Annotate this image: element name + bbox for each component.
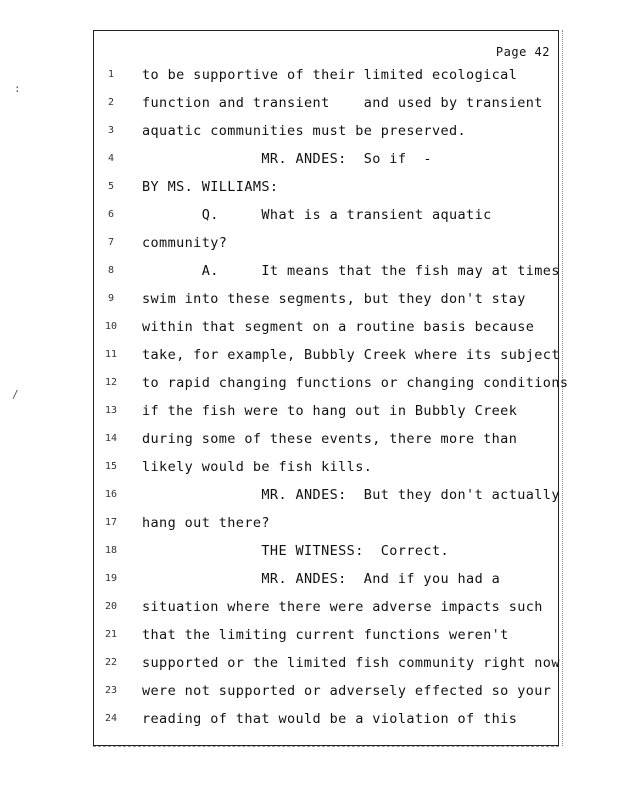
line-text: during some of these events, there more than [142, 431, 518, 447]
line-text: hang out there? [142, 515, 270, 531]
line-text: take, for example, Bubbly Creek where its subject [142, 347, 560, 363]
line-text: supported or the limited fish community right now [142, 655, 560, 671]
line-text: were not supported or adversely effected so your [142, 683, 552, 699]
line-number: 7 [107, 237, 115, 248]
transcript-line [94, 149, 560, 177]
line-number: 23 [104, 685, 118, 696]
transcript-line [94, 653, 560, 681]
line-number: 4 [107, 153, 115, 164]
line-number: 10 [104, 321, 118, 332]
scan-bottom-artifact [93, 746, 559, 750]
transcript-line [94, 93, 560, 121]
line-text: MR. ANDES: And if you had a [142, 571, 501, 587]
line-text: MR. ANDES: So if - [142, 151, 432, 167]
line-text: that the limiting current functions weren't [142, 627, 509, 643]
line-number: 9 [107, 293, 115, 304]
line-number: 12 [104, 377, 118, 388]
transcript-line [94, 65, 560, 93]
line-number: 5 [107, 181, 115, 192]
line-number: 15 [104, 461, 118, 472]
line-number: 8 [107, 265, 115, 276]
transcript-line [94, 597, 560, 625]
line-text: MR. ANDES: But they don't actually [142, 487, 560, 503]
transcript-line [94, 457, 560, 485]
transcript-line [94, 289, 560, 317]
transcript-line [94, 625, 560, 653]
line-number: 13 [104, 405, 118, 416]
line-number: 20 [104, 601, 118, 612]
line-text: likely would be fish kills. [142, 459, 373, 475]
transcript-line [94, 569, 560, 597]
transcript-line [94, 373, 569, 401]
scan-edge-artifact [558, 30, 563, 746]
line-text: within that segment on a routine basis because [142, 319, 535, 335]
line-text: situation where there were adverse impacts such [142, 599, 543, 615]
transcript-line [94, 261, 560, 289]
transcript-line [94, 345, 560, 373]
transcript-line [94, 513, 560, 541]
line-number: 21 [104, 629, 118, 640]
line-number: 16 [104, 489, 118, 500]
transcript-line [94, 541, 560, 569]
line-text: community? [142, 235, 228, 251]
line-text: swim into these segments, but they don't stay [142, 291, 526, 307]
transcript-line [94, 681, 560, 709]
line-text: reading of that would be a violation of this [142, 711, 518, 727]
line-number: 11 [104, 349, 118, 360]
line-text: BY MS. WILLIAMS: [142, 179, 279, 195]
transcript-line [94, 401, 560, 429]
line-text: THE WITNESS: Correct. [142, 543, 449, 559]
line-number: 19 [104, 573, 118, 584]
line-text: function and transient and used by transient [142, 95, 543, 111]
line-number: 18 [104, 545, 118, 556]
transcript-line [94, 205, 560, 233]
line-number: 1 [107, 69, 115, 80]
line-number: 17 [104, 517, 118, 528]
line-text: Q. What is a transient aquatic [142, 207, 492, 223]
transcript-line [94, 709, 560, 737]
line-text: to rapid changing functions or changing conditions [142, 375, 569, 391]
line-number: 24 [104, 713, 118, 724]
line-text: if the fish were to hang out in Bubbly Creek [142, 403, 518, 419]
line-text: aquatic communities must be preserved. [142, 123, 467, 139]
line-number: 2 [107, 97, 115, 108]
line-number: 3 [107, 125, 115, 136]
transcript-line [94, 233, 560, 261]
line-text: A. It means that the fish may at times [142, 263, 560, 279]
line-number: 6 [107, 209, 115, 220]
line-text: to be supportive of their limited ecological [142, 67, 518, 83]
margin-speck: : [14, 82, 21, 95]
transcript-line [94, 317, 560, 345]
transcript-line [94, 429, 560, 457]
line-number: 22 [104, 657, 118, 668]
transcript-line [94, 121, 560, 149]
transcript-line [94, 177, 560, 205]
margin-speck: / [12, 388, 19, 401]
transcript-line [94, 485, 560, 513]
transcript-page-frame [93, 30, 569, 746]
page-number: Page 42 [495, 45, 550, 59]
line-number: 14 [104, 433, 118, 444]
